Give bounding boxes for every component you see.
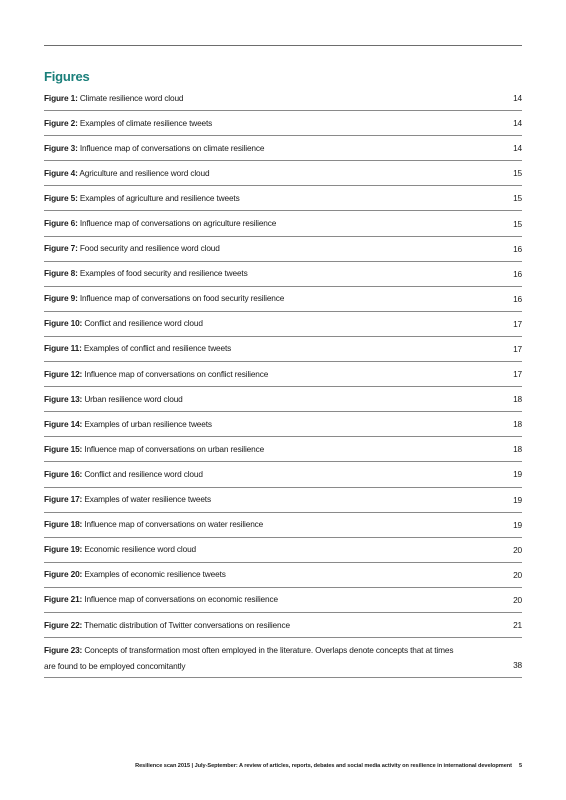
figure-entry-14[interactable] bbox=[44, 412, 522, 437]
figure-title: Examples of water resilience tweets bbox=[84, 494, 211, 505]
page-footer bbox=[135, 763, 522, 769]
figure-number: Figure 3: bbox=[44, 142, 78, 153]
figure-entry-15[interactable] bbox=[44, 437, 522, 462]
figure-number: Figure 8: bbox=[44, 268, 78, 279]
figure-number: Figure 21: bbox=[44, 594, 83, 605]
figure-number: Figure 19: bbox=[44, 544, 83, 555]
page-number: 17 bbox=[513, 369, 522, 380]
section-heading: Figures bbox=[44, 69, 90, 84]
page-number: 16 bbox=[513, 293, 522, 304]
figure-title: Agriculture and resilience word cloud bbox=[79, 167, 210, 178]
page-number: 21 bbox=[513, 620, 522, 631]
figure-title: Examples of conflict and resilience tweets bbox=[83, 343, 232, 354]
figure-title: Examples of food security and resilience tweets bbox=[79, 268, 248, 279]
figure-title: Conflict and resilience word cloud bbox=[84, 468, 203, 479]
figure-number: Figure 15: bbox=[44, 443, 83, 454]
figure-title: Influence map of conversations on food security resilience bbox=[79, 293, 285, 304]
figure-number: Figure 11: bbox=[44, 343, 82, 354]
figure-title: Influence map of conversations on urban resilience bbox=[84, 443, 265, 454]
figure-number: Figure 14: bbox=[44, 418, 83, 429]
figure-entry-13[interactable] bbox=[44, 387, 522, 412]
page-number: 19 bbox=[513, 494, 522, 505]
figure-entry-7[interactable] bbox=[44, 237, 522, 262]
figure-number: Figure 16: bbox=[44, 468, 83, 479]
figure-entry-4[interactable] bbox=[44, 161, 522, 186]
figure-number: Figure 2: bbox=[44, 117, 78, 128]
figure-number: Figure 20: bbox=[44, 569, 83, 580]
page-number: 20 bbox=[513, 594, 522, 605]
figure-entry-18[interactable] bbox=[44, 513, 522, 538]
figure-entry-17[interactable] bbox=[44, 488, 522, 513]
figure-number: Figure 7: bbox=[44, 243, 78, 254]
figure-entry-11[interactable] bbox=[44, 337, 522, 362]
figure-title: Examples of climate resilience tweets bbox=[79, 117, 213, 128]
figure-title: Examples of urban resilience tweets bbox=[84, 418, 212, 429]
figure-number: Figure 18: bbox=[44, 519, 83, 530]
page-number: 18 bbox=[513, 394, 522, 405]
figure-number: Figure 13: bbox=[44, 393, 83, 404]
page-number: 38 bbox=[513, 660, 522, 671]
page-number: 17 bbox=[513, 318, 522, 329]
page-number: 16 bbox=[513, 268, 522, 279]
page-number: 16 bbox=[513, 243, 522, 254]
figure-title: Urban resilience word cloud bbox=[84, 393, 183, 404]
figure-entry-9[interactable] bbox=[44, 287, 522, 312]
figure-number: Figure 12: bbox=[44, 368, 83, 379]
page-number: 20 bbox=[513, 569, 522, 580]
figure-title: Conflict and resilience word cloud bbox=[84, 318, 203, 329]
figure-number: Figure 5: bbox=[44, 192, 78, 203]
page-number: 17 bbox=[513, 343, 522, 354]
figure-number: Figure 4: bbox=[44, 167, 78, 178]
figure-title: Food security and resilience word cloud bbox=[79, 243, 220, 254]
figure-title: Climate resilience word cloud bbox=[79, 92, 184, 103]
page-number: 18 bbox=[513, 444, 522, 455]
page-number: 15 bbox=[513, 218, 522, 229]
figure-number: Figure 6: bbox=[44, 218, 78, 229]
figure-entry-21[interactable] bbox=[44, 588, 522, 613]
footer-text: Resilience scan 2015 | July-September: A review of articles, reports, debates and social media activity on resilience in international development bbox=[135, 763, 512, 769]
figure-entry-6[interactable] bbox=[44, 211, 522, 236]
figure-entry-5[interactable] bbox=[44, 186, 522, 211]
page-number: 19 bbox=[513, 519, 522, 530]
page-number: 14 bbox=[513, 93, 522, 104]
figure-title: Concepts of transformation most often employed in the literature. Overlaps denote concepts that at times are found to be employed concomitantly bbox=[44, 645, 454, 672]
page-number: 15 bbox=[513, 193, 522, 204]
figure-number: Figure 9: bbox=[44, 293, 78, 304]
figure-title: Examples of agriculture and resilience tweets bbox=[79, 192, 240, 203]
page-number: 15 bbox=[513, 168, 522, 179]
figure-title: Examples of economic resilience tweets bbox=[84, 569, 226, 580]
figure-title: Influence map of conversations on agriculture resilience bbox=[79, 218, 277, 229]
figure-entry-20[interactable] bbox=[44, 563, 522, 588]
page-number: 14 bbox=[513, 143, 522, 154]
page-number: 14 bbox=[513, 118, 522, 129]
figure-entry-22[interactable] bbox=[44, 613, 522, 638]
figure-entry-16[interactable] bbox=[44, 462, 522, 487]
page-number: 19 bbox=[513, 469, 522, 480]
figure-title: Influence map of conversations on water resilience bbox=[84, 519, 264, 530]
figure-number: Figure 10: bbox=[44, 318, 83, 329]
figure-number: Figure 1: bbox=[44, 92, 78, 103]
figure-entry-2[interactable] bbox=[44, 111, 522, 136]
figure-title: Influence map of conversations on conflict resilience bbox=[84, 368, 269, 379]
figure-entry-1[interactable] bbox=[44, 86, 522, 111]
footer-page-number: 5 bbox=[518, 763, 522, 769]
figure-title: Economic resilience word cloud bbox=[84, 544, 197, 555]
figure-entry-8[interactable] bbox=[44, 262, 522, 287]
figure-entry-3[interactable] bbox=[44, 136, 522, 161]
figure-entry-23[interactable] bbox=[44, 638, 522, 678]
figure-number: Figure 17: bbox=[44, 494, 83, 505]
figure-entry-19[interactable] bbox=[44, 538, 522, 563]
top-divider bbox=[44, 45, 522, 46]
figures-list bbox=[44, 86, 522, 678]
page-number: 20 bbox=[513, 544, 522, 555]
figure-entry-12[interactable] bbox=[44, 362, 522, 387]
figure-title: Influence map of conversations on economic resilience bbox=[84, 594, 278, 605]
figure-entry-10[interactable] bbox=[44, 312, 522, 337]
figure-title: Thematic distribution of Twitter conversations on resilience bbox=[84, 619, 290, 630]
figure-number: Figure 22: bbox=[44, 619, 83, 630]
figure-title: Influence map of conversations on climate resilience bbox=[79, 142, 265, 153]
page-number: 18 bbox=[513, 419, 522, 430]
figure-number: Figure 23: bbox=[44, 645, 83, 656]
